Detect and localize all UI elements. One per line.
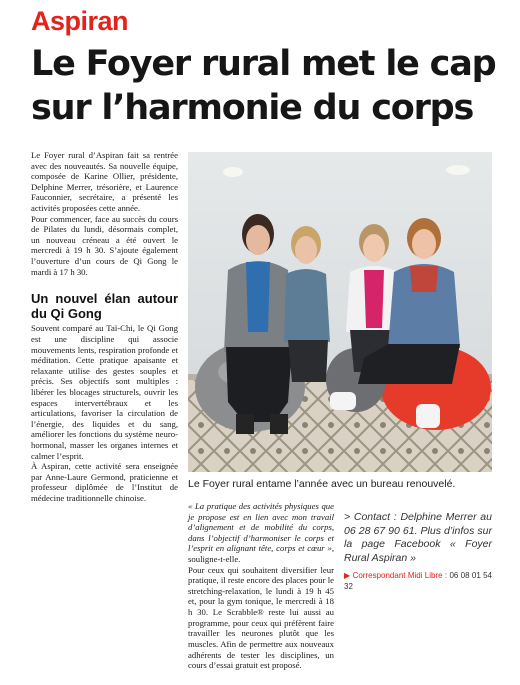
kicker: Aspiran (31, 6, 129, 36)
triangle-icon: ▶ (344, 571, 351, 580)
body-paragraph-4: Pour ceux qui souhaitent diversifier leur pratique, il reste encore des places pour le stretching-relaxation, le lundi à 19 h 45 et, pour la gym tonique, le mercredi à 18 h 30. Le Scrabble® reste lui aussi au programme, pour ceux qui préfèrent faire travailler les neurones plutôt que les muscles. Afin de permettre aux nouveaux adhérents de tester les disciplines, un cours d’essai gratuit est proposé. (188, 564, 334, 671)
body-paragraph-1: Souvent comparé au Taï-Chi, le Qi Gong est une discipline qui associe mouvements lents, respiration profonde et méditation. Cette pratique apaisante et relaxante utilise des gestes souples et précis. Ses objectifs sont multiples : libérer les blocages structurels, ouvrir les espaces intervertébraux et les articulations, favoriser la circulation de l’énergie, des liquides et du sang, améliorer les fonctions du système neuro-hormonal, masser les organes internes et calmer l’esprit. (31, 323, 178, 461)
headline: Le Foyer rural met le cap sur l’harmonie du corps (31, 44, 496, 128)
intro-paragraph-2: Pour commencer, face au succès du cours de Pilates du lundi, désormais complet, un nouveau créneau a été ouvert le mercredi à 19 h 30. S’ajoute également l’ouverture d’un cours de Qi Gong le mardi à 17 h 30. (31, 213, 178, 277)
body-paragraph-3 (188, 501, 334, 565)
credit-phone: 06 08 01 54 32 (344, 571, 492, 591)
subheading: Un nouvel élan autour du Qi Gong (31, 291, 178, 322)
credit-label: Correspondant Midi Libre : (352, 571, 448, 580)
body-paragraph-2: À Aspiran, cette activité sera enseignée par Anne-Laure Germond, praticienne et professeur diplômée de l’Institut de médecine traditionnelle chinoise. (31, 461, 178, 504)
contact-info: > Contact : Delphine Merrer au 06 28 67 90 61. Plus d’infos sur la page Facebook « Foyer Rural Aspiran » (344, 511, 492, 564)
photo-illustration (188, 152, 492, 472)
photo-caption: Le Foyer rural entame l’année avec un bureau renouvelé. (188, 478, 456, 490)
article-column-1 (31, 150, 178, 504)
article-column-3 (344, 501, 492, 592)
correspondent-credit (344, 571, 492, 592)
quote-attribution: souligne-t-elle. (188, 554, 241, 565)
article-column-2 (188, 501, 334, 671)
group-photo (188, 152, 492, 472)
intro-paragraph-1: Le Foyer rural d’Aspiran fait sa rentrée avec des nouveautés. Sa nouvelle équipe, composée de Karine Ollier, présidente, Delphine Merrer, trésorière, et Laurence Fauconnier, secrétaire, a présenté les activités proposées cette année. (31, 150, 178, 214)
quote-text: « La pratique des activités physiques que je propose est en lien avec mon travail d’alignement et de mobilité du corps, dans l’objectif d’harmoniser le corps et l’esprit en alignant tête, corps et cœur », (188, 501, 334, 554)
